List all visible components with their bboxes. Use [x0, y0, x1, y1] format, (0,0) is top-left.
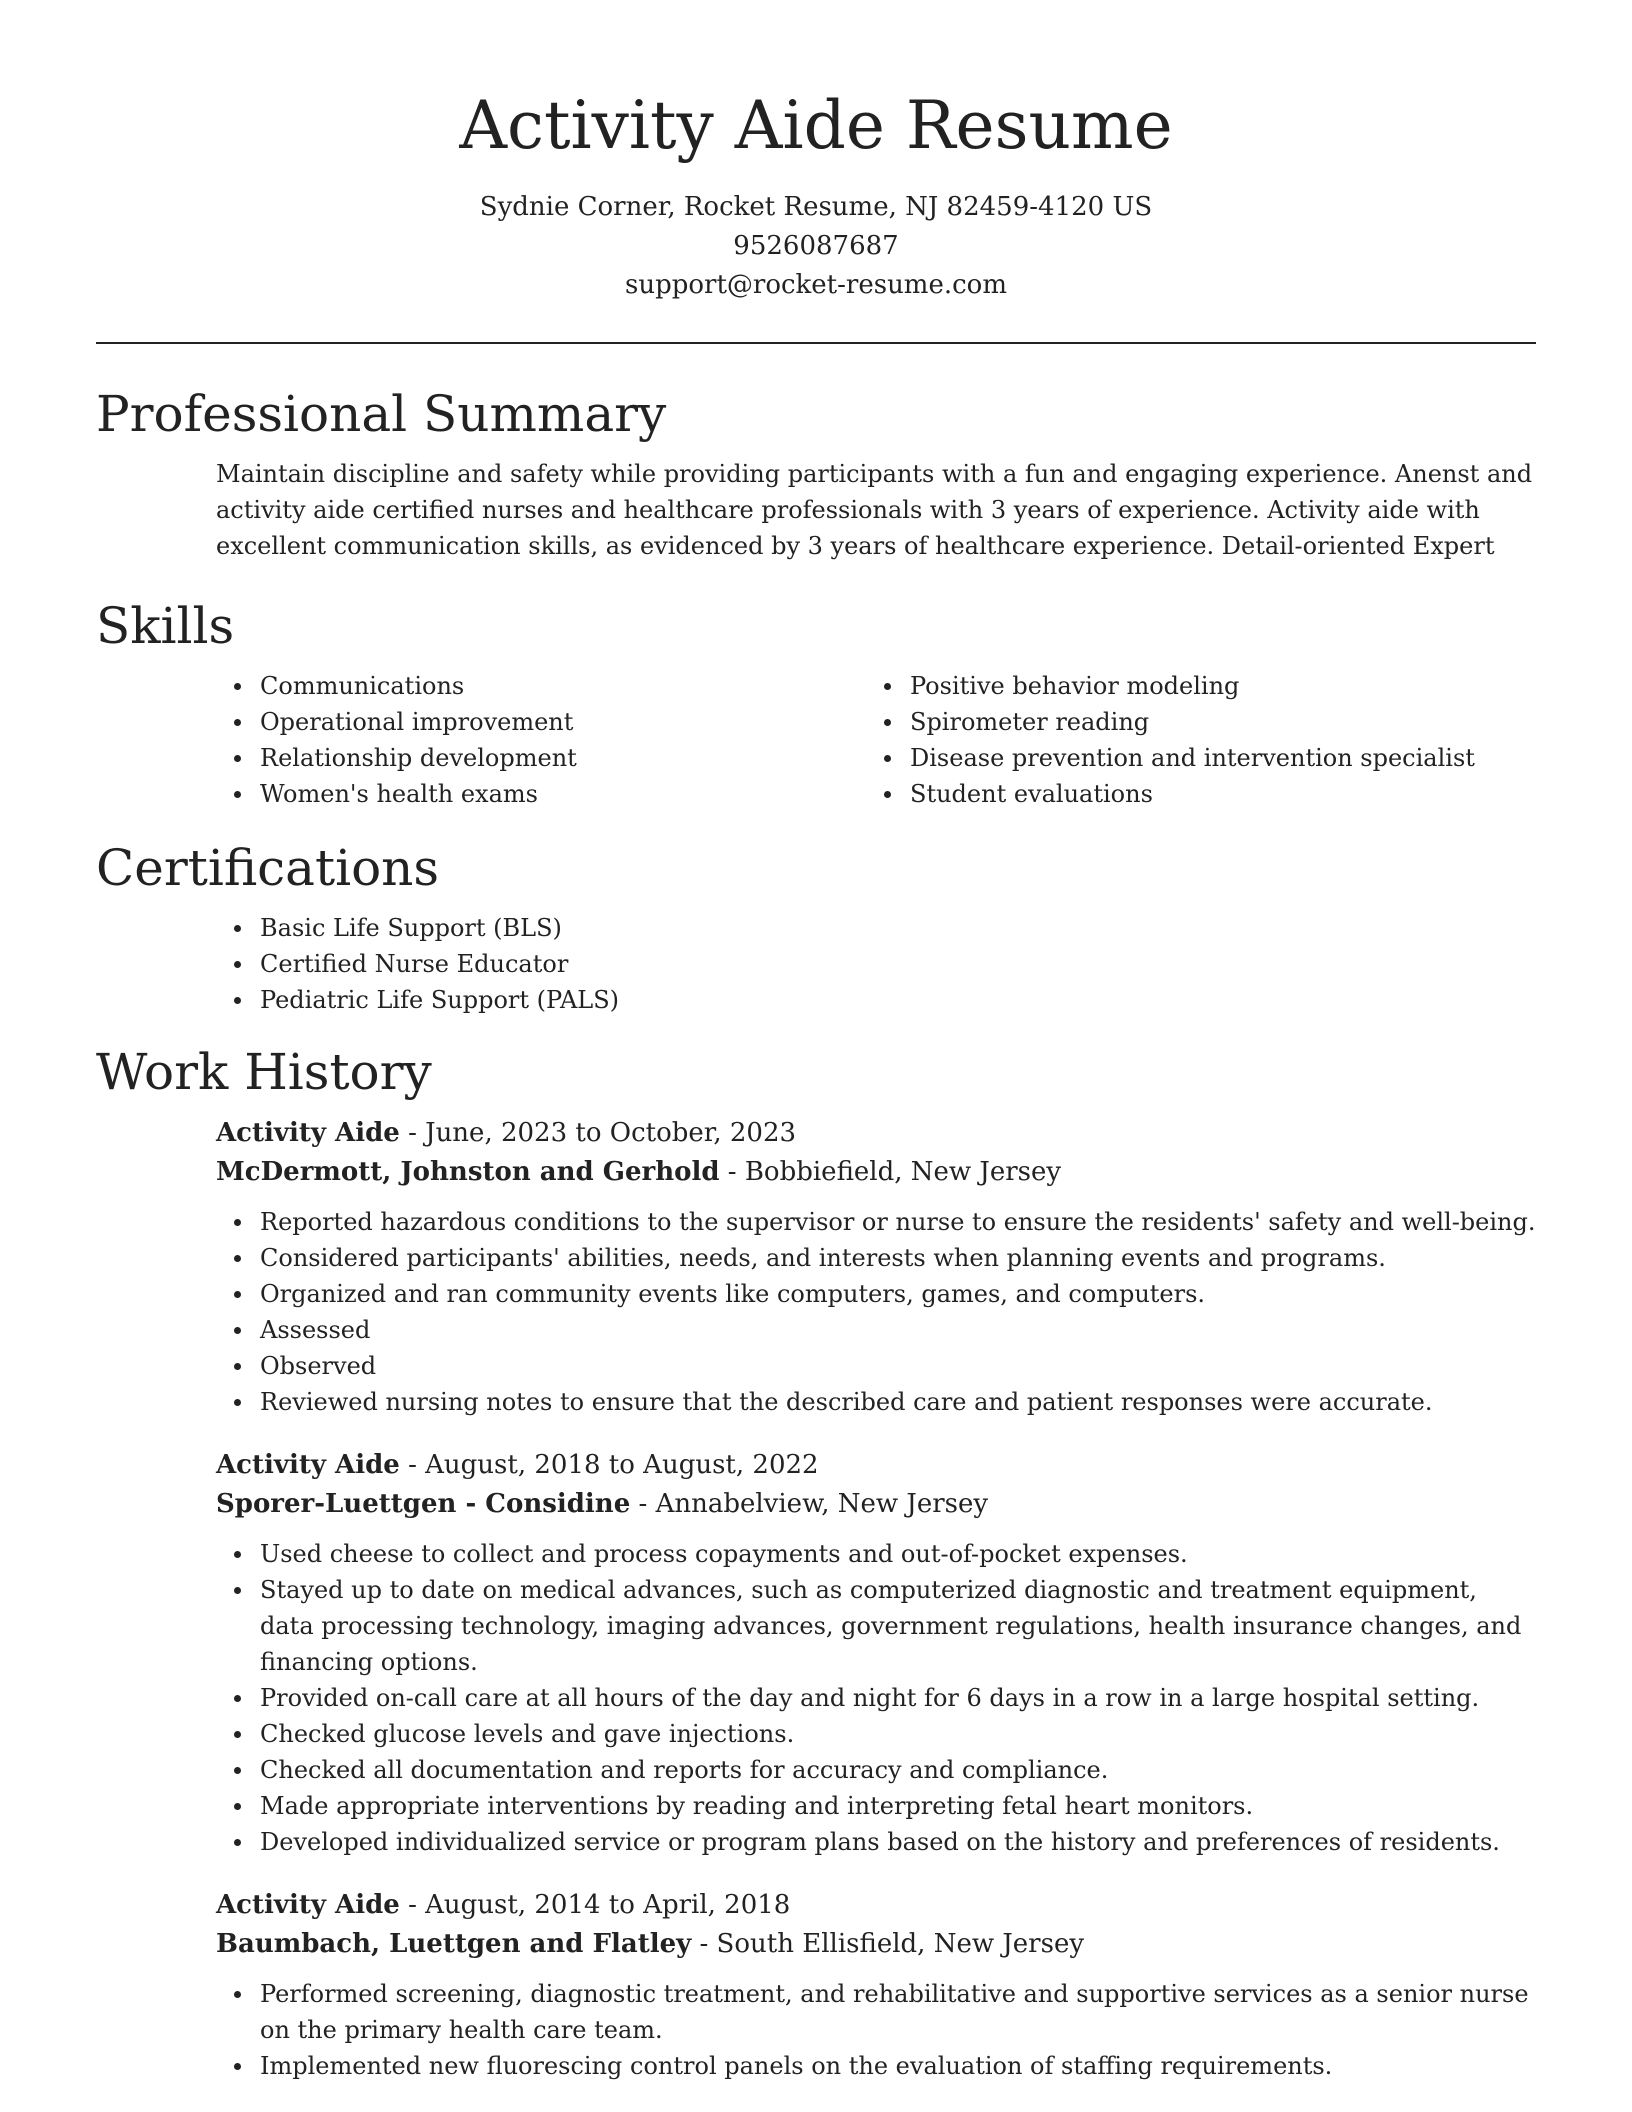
resume-body	[96, 372, 1536, 2110]
job-company-line	[216, 1153, 1536, 1192]
certifications-heading: Certifications	[96, 839, 440, 897]
job-bullets	[216, 1204, 1536, 1420]
job-dates: - August, 2014 to April, 2018	[399, 1890, 791, 1920]
job-bullet: Reported hazardous conditions to the supervisor or nurse to ensure the residents' safety and well-being.	[216, 1204, 1536, 1240]
job-bullet: Developed individualized service or program plans based on the history and preferences of residents.	[216, 1824, 1536, 1860]
job-company-line	[216, 1485, 1536, 1524]
contact-block	[96, 188, 1536, 305]
job-company: McDermott, Johnston and Gerhold	[216, 1157, 720, 1187]
skills-column-left	[216, 668, 866, 812]
job-bullet: Checked all documentation and reports for accuracy and compliance.	[216, 1752, 1536, 1788]
job-bullet: Implemented new fluorescing control panels on the evaluation of staffing requirements.	[216, 2048, 1536, 2084]
skill-item: Student evaluations	[866, 776, 1516, 812]
skill-item: Spirometer reading	[866, 704, 1516, 740]
job-bullets	[216, 1536, 1536, 1860]
job-company: Sporer-Luettgen - Considine	[216, 1489, 631, 1519]
skill-item: Communications	[216, 668, 866, 704]
job-bullet: Used cheese to collect and process copayments and out-of-pocket expenses.	[216, 1536, 1536, 1572]
job-bullet: Observed	[216, 1348, 1536, 1384]
job-title: Activity Aide	[216, 1890, 400, 1920]
summary-heading: Professional Summary	[96, 385, 667, 443]
certifications-bullets	[216, 910, 1536, 1018]
summary-text: Maintain discipline and safety while providing participants with a fun and engaging experience. Anenst and activity aide certified nurses and healthcare professionals with 3 years of experience. Activity aide with excellent communication skills, as evidenced by 3 years of healthcare experience. Detail-oriented Expert	[216, 460, 1533, 560]
resume-header	[96, 78, 1536, 305]
job-title: Activity Aide	[216, 1450, 400, 1480]
contact-address: Sydnie Corner, Rocket Resume, NJ 82459-4120 US	[479, 192, 1153, 222]
job-title-line	[216, 1114, 1536, 1153]
header-divider	[96, 342, 1536, 344]
contact-email[interactable]: support@rocket-resume.com	[624, 270, 1007, 300]
job-bullet: Assessed	[216, 1312, 1536, 1348]
skill-item: Women's health exams	[216, 776, 866, 812]
job-entry	[216, 1114, 1536, 1420]
job-dates: - June, 2023 to October, 2023	[399, 1118, 797, 1148]
job-location: - Bobbiefield, New Jersey	[719, 1157, 1062, 1187]
job-company-line	[216, 1925, 1536, 1964]
resume-title: Activity Aide Resume	[459, 87, 1173, 164]
job-entry	[216, 1446, 1536, 1860]
certification-item: Basic Life Support (BLS)	[216, 910, 1536, 946]
skills-list	[216, 668, 1536, 812]
job-entry	[216, 1886, 1536, 2084]
job-title-line	[216, 1886, 1536, 1925]
job-bullet: Considered participants' abilities, needs, and interests when planning events and programs.	[216, 1240, 1536, 1276]
skill-item: Operational improvement	[216, 704, 866, 740]
job-location: - Annabelview, New Jersey	[630, 1489, 989, 1519]
job-location: - South Ellisfield, New Jersey	[691, 1929, 1085, 1959]
job-bullet: Made appropriate interventions by reading and interpreting fetal heart monitors.	[216, 1788, 1536, 1824]
skills-heading: Skills	[96, 597, 235, 655]
job-bullets	[216, 1976, 1536, 2084]
job-dates: - August, 2018 to August, 2022	[399, 1450, 819, 1480]
job-bullet: Reviewed nursing notes to ensure that the described care and patient responses were accurate.	[216, 1384, 1536, 1420]
certifications-list	[216, 910, 1536, 1018]
skill-item: Disease prevention and intervention specialist	[866, 740, 1516, 776]
job-bullet: Performed screening, diagnostic treatment, and rehabilitative and supportive services as a senior nurse on the primary health care team.	[216, 1976, 1536, 2048]
contact-phone: 9526087687	[733, 231, 899, 261]
job-bullet: Checked glucose levels and gave injections.	[216, 1716, 1536, 1752]
skill-item: Relationship development	[216, 740, 866, 776]
certification-item: Pediatric Life Support (PALS)	[216, 982, 1536, 1018]
job-company: Baumbach, Luettgen and Flatley	[216, 1929, 692, 1959]
certification-item: Certified Nurse Educator	[216, 946, 1536, 982]
job-bullet: Organized and ran community events like computers, games, and computers.	[216, 1276, 1536, 1312]
skills-column-right	[866, 668, 1516, 812]
skill-item: Positive behavior modeling	[866, 668, 1516, 704]
job-title: Activity Aide	[216, 1118, 400, 1148]
job-title-line	[216, 1446, 1536, 1485]
job-bullet: Stayed up to date on medical advances, such as computerized diagnostic and treatment equipment, data processing technology, imaging advances, government regulations, health insurance changes, and financing options.	[216, 1572, 1536, 1680]
work-history-heading: Work History	[96, 1043, 432, 1101]
job-bullet: Provided on-call care at all hours of the day and night for 6 days in a row in a large hospital setting.	[216, 1680, 1536, 1716]
